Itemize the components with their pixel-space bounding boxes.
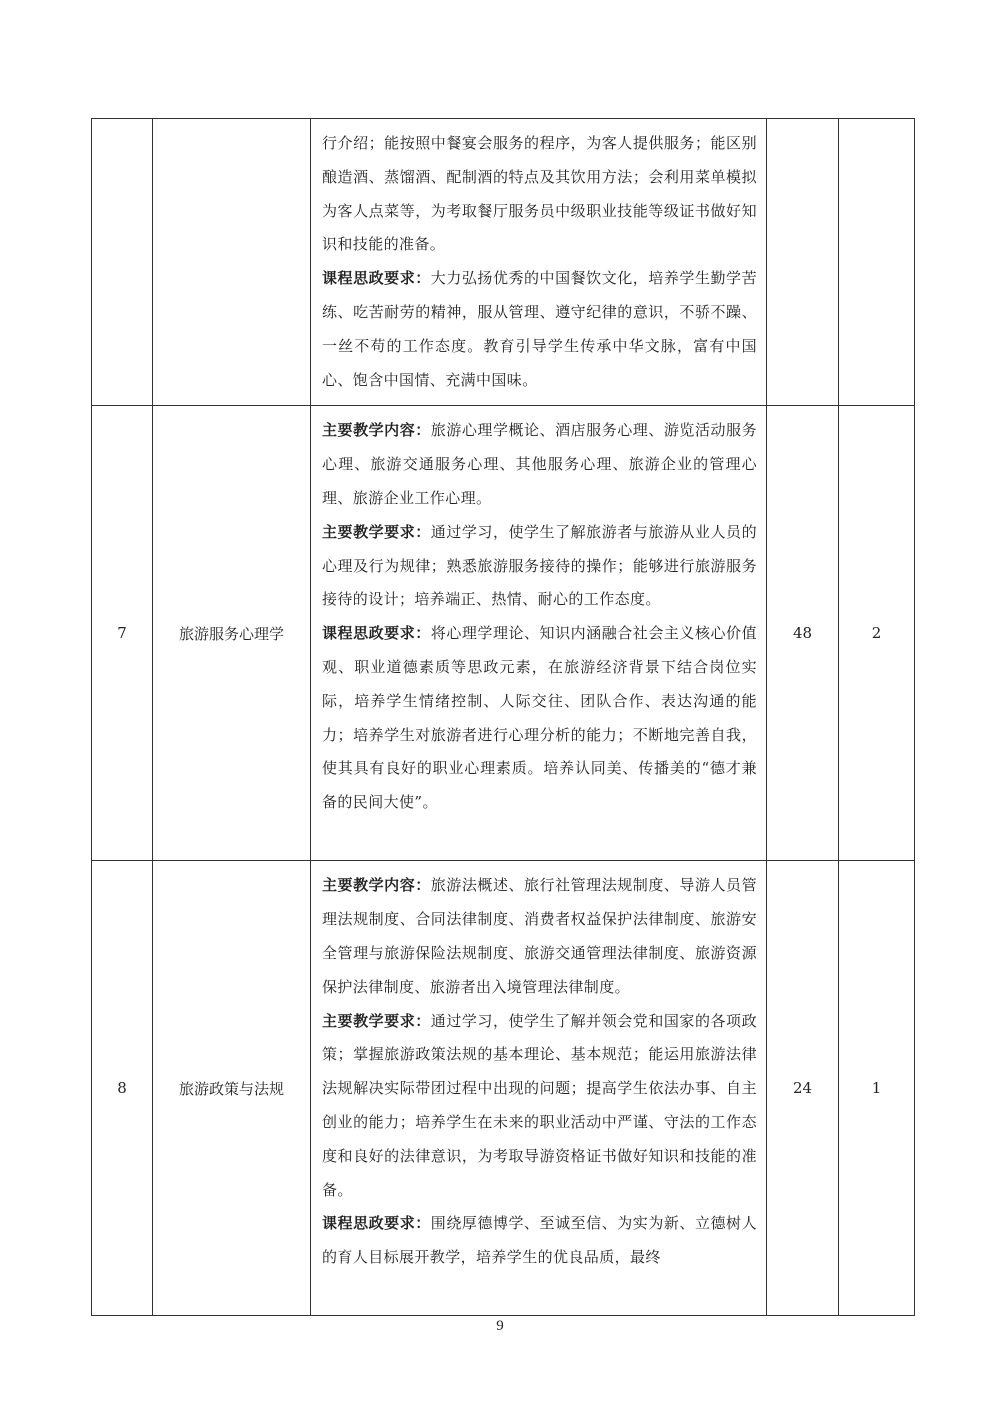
paragraph-text: 行介绍；能按照中餐宴会服务的程序，为客人提供服务；能区别酿造酒、蒸馏酒、配制酒的特点及其饮用方法；会利用菜单模拟为客人点菜等，为考取餐厅服务员中级职业技能等级证书做好知识和技能的准备。 <box>322 134 757 254</box>
course-name <box>153 119 311 406</box>
paragraph-label: 主要教学要求： <box>322 1011 431 1030</box>
course-content <box>311 119 767 406</box>
paragraph-text: 旅游法概述、旅行社管理法规制度、导游人员管理法规制度、合同法律制度、消费者权益保护法律制度、旅游安全管理与旅游保险法规制度、旅游交通管理法律制度、旅游资源保护法律制度、旅游者出入境管理法律制度。 <box>322 876 757 996</box>
paragraph-label: 主要教学要求： <box>322 522 431 541</box>
paragraph-text: 将心理学理论、知识内涵融合社会主义核心价值观、职业道德素质等思政元素，在旅游经济背景下结合岗位实际，培养学生情绪控制、人际交往、团队合作、表达沟通的能力；培养学生对旅游者进行心理分析的能力；不断地完善自我，使其具有良好的职业心理素质。培养认同美、传播美的“德才兼备的民间大使”。 <box>322 624 757 812</box>
course-number: 8 <box>92 861 153 1316</box>
paragraph-label: 主要教学内容： <box>322 421 431 440</box>
paragraph-text: 旅游心理学概论、酒店服务心理、游览活动服务心理、旅游交通服务心理、其他服务心理、旅游企业的管理心理、旅游企业工作心理。 <box>322 421 757 507</box>
course-hours: 24 <box>767 861 839 1316</box>
course-credit: 2 <box>839 406 915 861</box>
table-row <box>92 119 915 406</box>
course-name: 旅游政策与法规 <box>153 861 311 1316</box>
course-hours: 48 <box>767 406 839 861</box>
content-paragraph <box>322 414 757 515</box>
curriculum-table <box>91 118 915 1316</box>
course-number: 7 <box>92 406 153 861</box>
course-name: 旅游服务心理学 <box>153 406 311 861</box>
course-credit <box>839 119 915 406</box>
course-credit: 1 <box>839 861 915 1316</box>
course-hours <box>767 119 839 406</box>
paragraph-label: 课程思政要求： <box>322 624 431 643</box>
content-paragraph <box>322 262 757 397</box>
course-content <box>311 406 767 861</box>
paragraph-text: 大力弘扬优秀的中国餐饮文化，培养学生勤学苦练、吃苦耐劳的精神，服从管理、遵守纪律的意识，不骄不躁、一丝不苟的工作态度。教育引导学生传承中华文脉，富有中国心、饱含中国情、充满中国味。 <box>322 269 757 389</box>
content-paragraph <box>322 127 757 262</box>
table-row <box>92 406 915 861</box>
paragraph-label: 课程思政要求： <box>322 1214 431 1233</box>
page-number: 9 <box>496 1318 504 1334</box>
table-row <box>92 861 915 1316</box>
paragraph-label: 课程思政要求： <box>322 269 431 288</box>
course-number <box>92 119 153 406</box>
content-paragraph <box>322 617 757 820</box>
paragraph-text: 通过学习，使学生了解旅游者与旅游从业人员的心理及行为规律；熟悉旅游服务接待的操作；能够进行旅游服务接待的设计；培养端正、热情、耐心的工作态度。 <box>322 522 757 609</box>
course-content <box>311 861 767 1316</box>
content-paragraph <box>322 516 757 617</box>
content-paragraph <box>322 869 757 1004</box>
content-paragraph <box>322 1207 757 1275</box>
paragraph-text: 围绕厚德博学、至诚至信、为实为新、立德树人的育人目标展开教学，培养学生的优良品质，最终 <box>322 1214 757 1267</box>
content-paragraph <box>322 1005 757 1208</box>
paragraph-label: 主要教学内容： <box>322 876 431 895</box>
paragraph-text: 通过学习，使学生了解并领会党和国家的各项政策；掌握旅游政策法规的基本理论、基本规范；能运用旅游法律法规解决实际带团过程中出现的问题；提高学生依法办事、自主创业的能力；培养学生在未来的职业活动中严谨、守法的工作态度和良好的法律意识，为考取导游资格证书做好知识和技能的准备。 <box>322 1011 757 1199</box>
